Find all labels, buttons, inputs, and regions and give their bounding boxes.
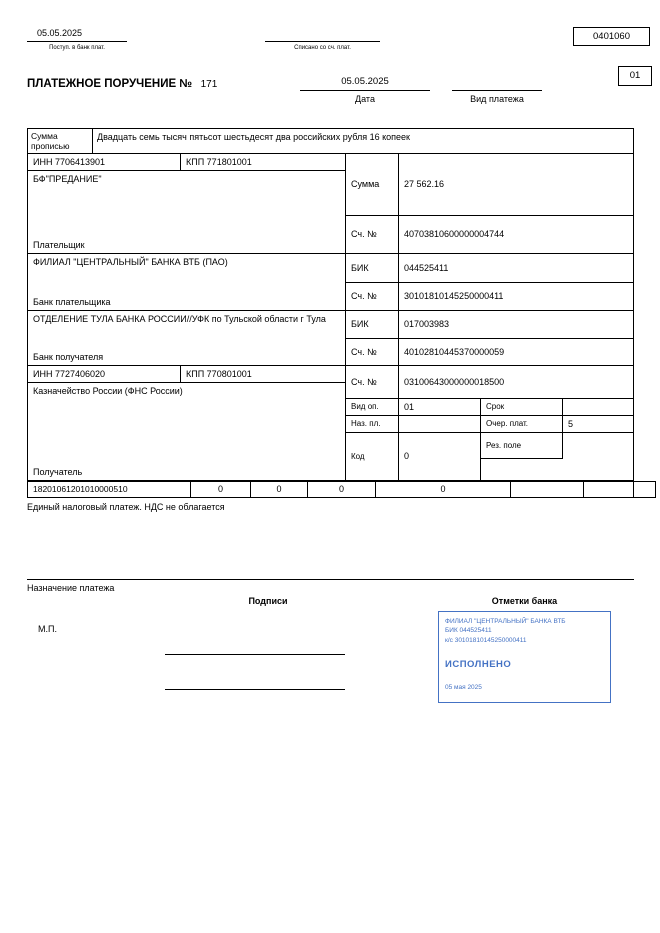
beneficiary-bank-name: ОТДЕЛЕНИЕ ТУЛА БАНКА РОССИИ//УФК по Тульской области г Тула: [33, 314, 326, 324]
signature-line-1: [165, 640, 345, 655]
debited-from-account-line: [265, 28, 380, 42]
beneficiary-section-label: Получатель: [33, 467, 83, 478]
reserve-field-label: Рез. поле: [481, 433, 563, 459]
purpose-text: Единый налоговый платеж. НДС не облагается: [27, 502, 225, 512]
budget-period-cell: 0: [307, 481, 376, 498]
priority-value: 5: [562, 415, 634, 433]
budget-extra-cell: [633, 481, 656, 498]
code-value: 0: [398, 432, 481, 481]
beneficiary-account-value: 03100643000000018500: [398, 365, 634, 399]
purpose-label: Назначение платежа: [27, 583, 115, 593]
signatures-label: Подписи: [248, 596, 288, 606]
budget-doc-number-cell: 0: [375, 481, 511, 498]
debited-from-account-label: Списано со сч. плат.: [294, 45, 351, 51]
beneficiary-name: Казначейство России (ФНС России): [33, 386, 183, 396]
payer-bank-account-value: 30101810145250000411: [398, 282, 634, 311]
status-code-box: 01: [618, 66, 652, 86]
stamp-bik-line: БИК 044525411: [445, 627, 492, 635]
budget-oktmo-cell: 0: [190, 481, 251, 498]
beneficiary-bank-account-value: 40102810445370000059: [398, 338, 634, 366]
pay-purpose-label: Наз. пл.: [345, 415, 399, 433]
beneficiary-bank-bik-value: 017003983: [398, 310, 634, 339]
budget-basis-cell: 0: [250, 481, 308, 498]
payer-bank-name: ФИЛИАЛ "ЦЕНТРАЛЬНЫЙ" БАНКА ВТБ (ПАО): [33, 257, 228, 267]
received-in-bank-label: Поступ. в банк плат.: [49, 45, 105, 51]
document-title: ПЛАТЕЖНОЕ ПОРУЧЕНИЕ №: [27, 78, 193, 90]
payer-account-label: Сч. №: [345, 215, 399, 254]
term-label: Срок: [480, 398, 563, 416]
payer-bank-account-label: Сч. №: [345, 282, 399, 311]
stamp-bank-name: ФИЛИАЛ "ЦЕНТРАЛЬНЫЙ" БАНКА ВТБ: [445, 618, 566, 625]
bank-marks-label: Отметки банка: [491, 596, 558, 606]
payment-kind-label: Вид платежа: [470, 94, 524, 104]
beneficiary-bank-section-label: Банк получателя: [33, 352, 104, 363]
budget-type-cell: [583, 481, 634, 498]
code-label: Код: [345, 432, 399, 481]
beneficiary-account-label: Сч. №: [345, 365, 399, 399]
budget-kbk-cell: 18201061201010000510: [27, 481, 191, 498]
reserve-field-outer: [480, 432, 634, 481]
pay-purpose-value: [398, 415, 481, 433]
amount-label-cell: Сумма: [345, 153, 399, 216]
op-kind-value: 01: [398, 398, 481, 416]
beneficiary-bank-account-label: Сч. №: [345, 338, 399, 366]
payer-section-label: Плательщик: [33, 240, 85, 251]
beneficiary-kpp: КПП 770801001: [180, 365, 346, 383]
received-in-bank-date: 05.05.2025: [27, 28, 127, 42]
signature-line-2: [165, 675, 345, 690]
payer-name: БФ"ПРЕДАНИЕ": [33, 174, 102, 184]
payer-kpp: КПП 771801001: [180, 153, 346, 171]
form-code-box: 0401060: [573, 27, 650, 46]
amount-value-cell: 27 562.16: [398, 153, 634, 216]
payer-inn: ИНН 7706413901: [27, 153, 181, 171]
stamp-corr-account-line: к/с 30101810145250000411: [445, 636, 527, 644]
op-kind-label: Вид оп.: [345, 398, 399, 416]
bank-stamp: [438, 611, 611, 703]
payer-bank-bik-value: 044525411: [398, 253, 634, 283]
payment-kind-line: [452, 73, 542, 91]
priority-label: Очер. плат.: [480, 415, 563, 433]
stamp-status: ИСПОЛНЕНО: [445, 659, 512, 671]
payer-bank-bik-label: БИК: [345, 253, 399, 283]
stamp-place-label: М.П.: [38, 624, 57, 634]
budget-doc-date-cell: [510, 481, 584, 498]
beneficiary-bank-bik-label: БИК: [345, 310, 399, 339]
document-date: 05.05.2025: [300, 73, 430, 91]
amount-in-words-value: Двадцать семь тысяч пятьсот шестьдесят два российских рубля 16 копеек: [92, 128, 634, 154]
stamp-date: 05 мая 2025: [445, 684, 482, 692]
payer-account-value: 40703810600000004744: [398, 215, 634, 254]
document-number: 171: [200, 79, 218, 90]
payer-bank-section-label: Банк плательщика: [33, 297, 111, 308]
purpose-underline: [27, 579, 634, 580]
date-label: Дата: [355, 94, 375, 104]
term-value: [562, 398, 634, 416]
beneficiary-inn: ИНН 7727406020: [27, 365, 181, 383]
amount-in-words-label: Сумма прописью: [27, 128, 93, 154]
